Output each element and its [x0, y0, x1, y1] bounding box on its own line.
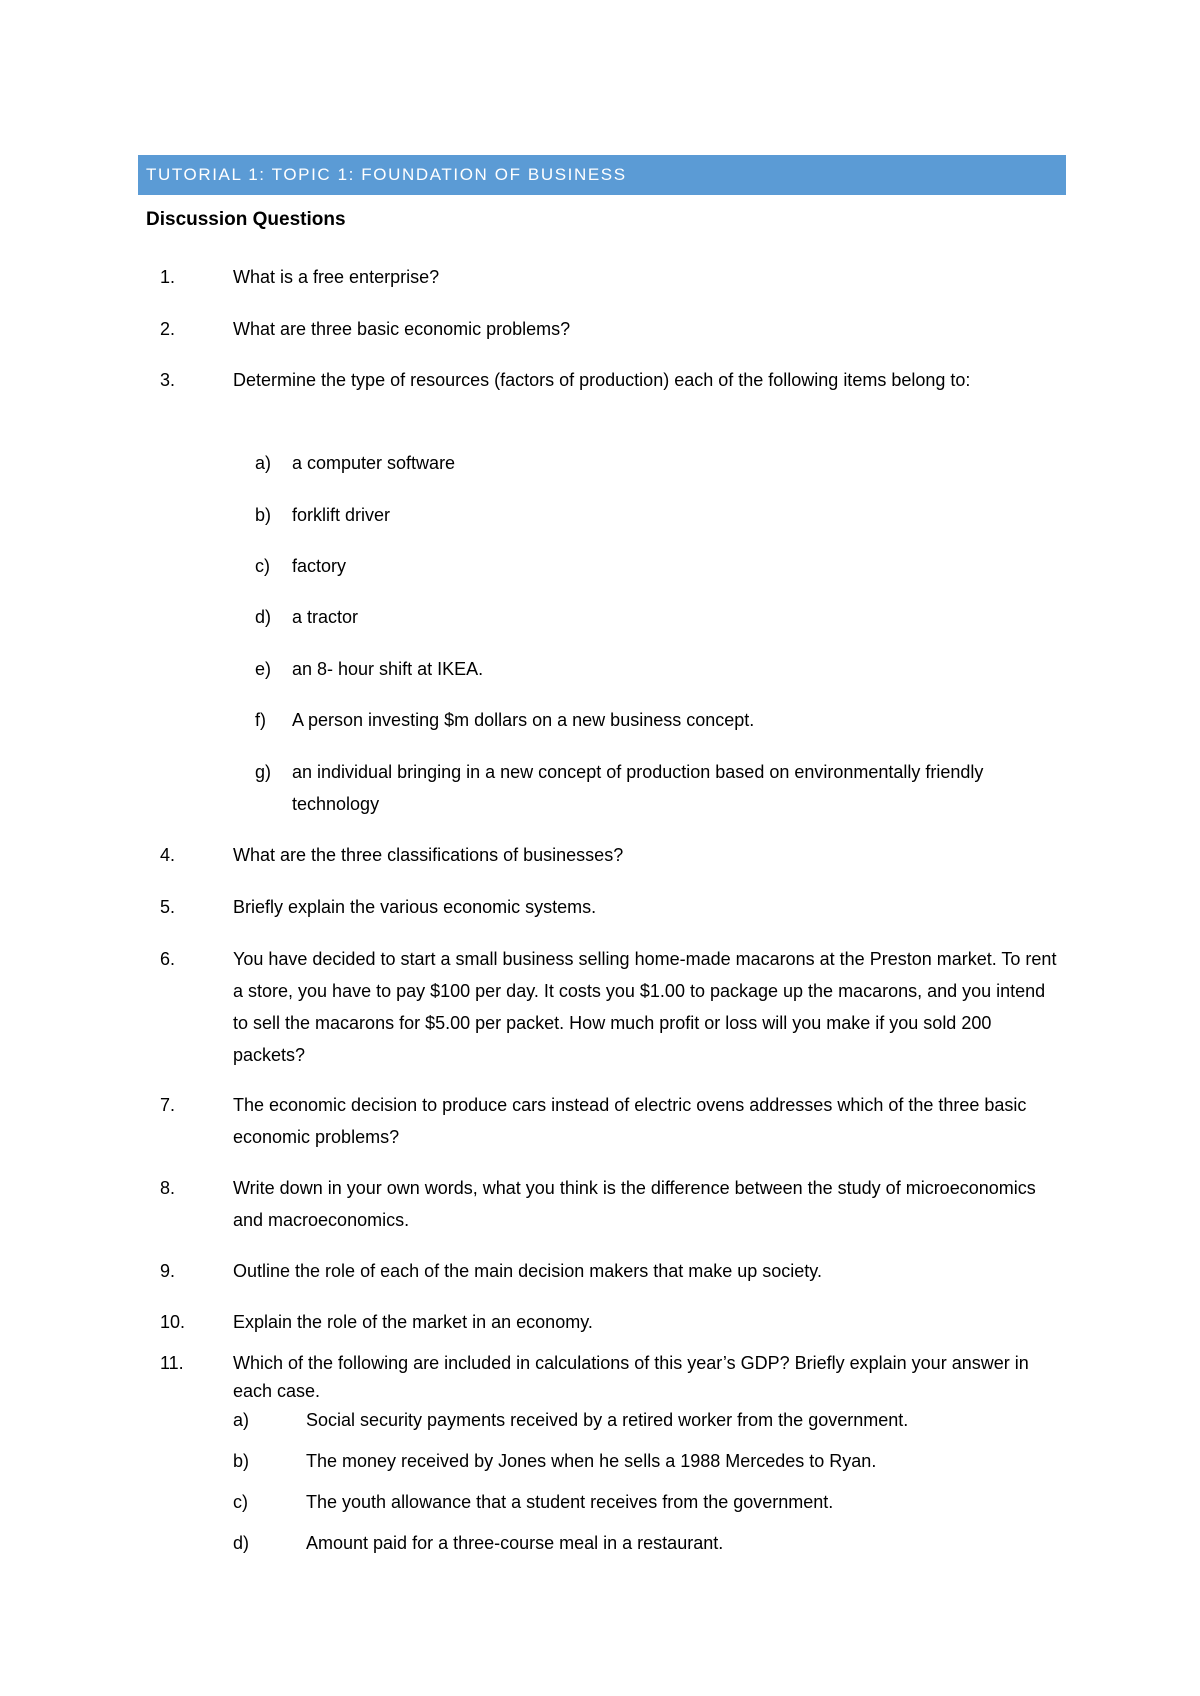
question-number: 2. [160, 319, 176, 339]
sub-item-letter: c) [233, 1492, 248, 1512]
question-text: Write down in your own words, what you think is the difference between the study of microeconomics and macroeconomics. [233, 1178, 1036, 1230]
sub-item-text: a tractor [292, 607, 359, 627]
sub-item-letter: d) [233, 1533, 250, 1553]
question-text: What are the three classifications of businesses? [233, 845, 624, 865]
question-number: 7. [160, 1095, 176, 1115]
question-number: 6. [160, 949, 176, 969]
sub-item-text: a computer software [292, 453, 456, 473]
question-text: You have decided to start a small business selling home-made macarons at the Preston market. To rent a store, you have to pay $100 per day. It costs you $1.00 to package up the macarons, and you intend to sell the macarons for $5.00 per packet. How much profit or loss will you make if you sold 200 packets? [233, 949, 1057, 1065]
sub-item-text: The money received by Jones when he sells a 1988 Mercedes to Ryan. [306, 1451, 877, 1471]
question-text: Which of the following are included in calculations of this year’s GDP? Briefly explain your answer in each case. [233, 1353, 1029, 1401]
sub-item-text: Social security payments received by a retired worker from the government. [306, 1410, 909, 1430]
question-text: The economic decision to produce cars instead of electric ovens addresses which of the three basic economic problems? [233, 1095, 1027, 1147]
sub-item-letter: a) [233, 1410, 250, 1430]
sub-item-text: forklift driver [292, 505, 391, 525]
section-heading: Discussion Questions [146, 209, 346, 230]
sub-item-text: an individual bringing in a new concept of production based on environmentally friendly technology [292, 762, 984, 814]
question-number: 8. [160, 1178, 176, 1198]
question-number: 10. [160, 1312, 186, 1332]
sub-item-letter: c) [255, 556, 270, 576]
question-text: Outline the role of each of the main decision makers that make up society. [233, 1261, 822, 1281]
question-text: What is a free enterprise? [233, 267, 440, 287]
sub-item-letter: b) [233, 1451, 250, 1471]
sub-item-text: A person investing $m dollars on a new business concept. [292, 710, 755, 730]
question-number: 5. [160, 897, 176, 917]
sub-item-letter: f) [255, 710, 266, 730]
sub-item-text: Amount paid for a three-course meal in a restaurant. [306, 1533, 724, 1553]
question-number: 9. [160, 1261, 176, 1281]
question-number: 4. [160, 845, 176, 865]
tutorial-title-banner: TUTORIAL 1: TOPIC 1: FOUNDATION OF BUSINESS [138, 155, 1066, 195]
sub-item-letter: a) [255, 453, 272, 473]
sub-item-text: factory [292, 556, 347, 576]
question-number: 1. [160, 267, 176, 287]
sub-item-letter: d) [255, 607, 272, 627]
sub-item-letter: e) [255, 659, 272, 679]
question-text: Determine the type of resources (factors of production) each of the following items belong to: [233, 370, 971, 390]
question-text: What are three basic economic problems? [233, 319, 571, 339]
question-text: Explain the role of the market in an economy. [233, 1312, 593, 1332]
sub-item-letter: b) [255, 505, 272, 525]
question-text: Briefly explain the various economic systems. [233, 897, 597, 917]
question-number: 3. [160, 370, 176, 390]
sub-item-text: an 8- hour shift at IKEA. [292, 659, 484, 679]
sub-item-text: The youth allowance that a student receives from the government. [306, 1492, 834, 1512]
sub-item-letter: g) [255, 762, 272, 782]
question-number: 11. [160, 1353, 184, 1373]
